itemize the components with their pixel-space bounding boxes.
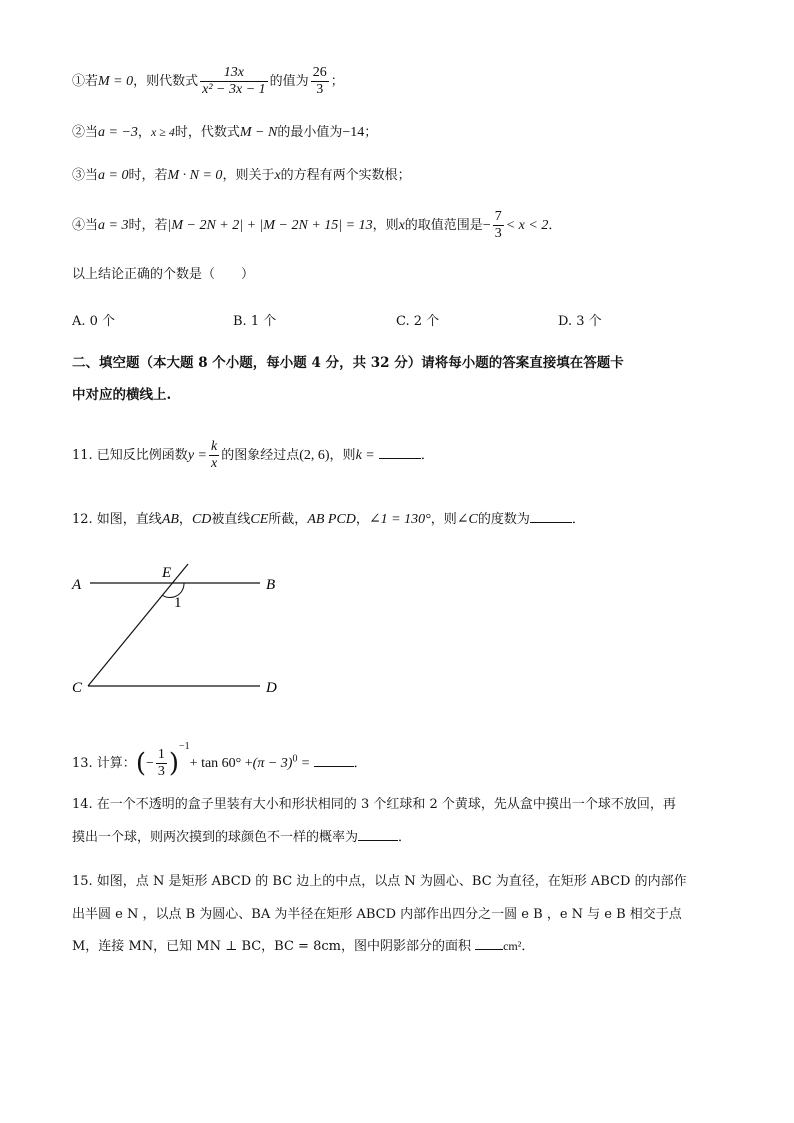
q10-statement-3	[72, 166, 411, 186]
math-expression: k =	[355, 448, 375, 463]
parallel-lines-figure	[60, 555, 300, 700]
question-text: 11. 已知反比例函数	[72, 448, 188, 463]
math-variable: CD	[191, 512, 212, 527]
label-a: A	[72, 577, 82, 593]
answer-blank[interactable]	[530, 510, 572, 523]
question-text: 13. 计算：	[72, 756, 136, 771]
question-text: ．	[571, 512, 585, 527]
math-expression: M − N	[239, 125, 278, 140]
question-text: 的度数为	[477, 512, 530, 527]
right-paren: )	[168, 748, 180, 779]
statement-text: ．	[548, 218, 562, 233]
question-14-line-1: 14. 在一个不透明的盒子里装有大小和形状相同的 3 个红球和 2 个黄球，先从盒中摸出一个球不放回，再	[72, 797, 676, 812]
question-14-line-2	[72, 828, 411, 848]
question-text: ．	[420, 448, 434, 463]
question-text: ．	[521, 939, 535, 954]
fraction	[156, 747, 167, 780]
label-e: E	[162, 565, 172, 581]
fraction-numerator: 13x	[200, 65, 268, 82]
statement-marker: ④当	[72, 218, 99, 233]
statement-marker: ③当	[72, 168, 99, 183]
fraction-denominator: x² − 3x − 1	[202, 82, 266, 97]
question-text: 被直线	[211, 512, 251, 527]
math-sign: −	[145, 756, 154, 771]
question-text: M，连接 MN，已知 MN ⊥ BC，BC = 8cm，图中阴影部分的面积	[72, 939, 471, 954]
exponent: −1	[179, 741, 190, 752]
q10-question: 以上结论正确的个数是（ ）	[72, 267, 255, 282]
fraction	[200, 65, 268, 98]
fraction	[493, 209, 504, 242]
math-point: (2, 6)	[299, 448, 330, 463]
statement-text: ，则	[372, 218, 399, 233]
exponent: 0	[292, 753, 298, 765]
question-text: 摸出一个球，则两次摸到的球颜色不一样的概率为	[72, 830, 359, 845]
statement-marker: ②当	[72, 125, 99, 140]
math-condition: a = 0	[98, 168, 129, 183]
statement-text: 时，代数式	[174, 125, 240, 140]
option-a: A. 0 个	[72, 314, 116, 329]
math-sign: =	[301, 756, 310, 771]
math-expression: (π − 3)	[252, 756, 293, 771]
q10-statement-2	[72, 122, 377, 143]
math-expression: + tan 60° +	[189, 756, 253, 771]
math-expression: AB PCD	[307, 512, 356, 527]
label-c: C	[72, 680, 83, 696]
label-d: D	[266, 680, 277, 696]
question-text: 所截，	[268, 512, 308, 527]
label-b: B	[266, 577, 276, 593]
math-expression: |M − 2N + 2| + |M − 2N + 15| = 13	[167, 218, 373, 233]
math-expression: ∠1 = 130°	[368, 512, 431, 527]
unit-text: cm²	[503, 939, 522, 953]
math-condition: a = −3	[98, 125, 138, 140]
math-value: −14	[342, 125, 365, 140]
math-condition: M = 0	[98, 74, 134, 89]
statement-text: 时，若	[128, 218, 168, 233]
math-condition: a = 3	[98, 218, 129, 233]
fraction-denominator: x	[210, 456, 218, 471]
statement-text: 的取值范围是	[404, 218, 483, 233]
math-sign: −	[482, 218, 491, 233]
fraction-denominator: 3	[494, 226, 502, 241]
fraction-numerator: 1	[157, 747, 165, 762]
statement-text: ；	[330, 74, 344, 89]
statement-text: 的方程有两个实数根；	[280, 168, 411, 183]
statement-text: ，	[137, 125, 151, 140]
math-variable: AB	[161, 512, 179, 527]
statement-text: 的值为	[269, 74, 309, 89]
math-variable: x	[274, 168, 281, 183]
math-condition: x ≥ 4	[150, 125, 175, 139]
question-15-line-1: 15. 如图，点 N 是矩形 ABCD 的 BC 边上的中点，以点 N 为圆心、BC 为直径，在矩形 ABCD 的内部作	[72, 874, 687, 889]
fraction-numerator: 26	[312, 65, 327, 80]
fraction	[209, 439, 219, 472]
math-expression: y =	[187, 448, 207, 463]
question-text: ．	[398, 830, 412, 845]
answer-blank[interactable]	[475, 937, 503, 950]
fraction-denominator: 3	[316, 82, 324, 97]
statement-text: ，则代数式	[133, 74, 199, 89]
question-text: 12. 如图，直线	[72, 512, 162, 527]
fraction-numerator: 7	[494, 209, 502, 224]
answer-blank[interactable]	[358, 828, 398, 841]
question-15-line-2: 出半圆 e N ，以点 B 为圆心、BA 为半径在矩形 ABCD 内部作出四分之一圆 e B ，e N 与 e B 相交于点	[72, 907, 682, 922]
question-13	[72, 722, 367, 779]
section-heading-line-1: 二、填空题（本大题 8 个小题，每小题 4 分，共 32 分）请将每小题的答案直接填在答题卡	[72, 355, 624, 371]
fraction	[311, 65, 329, 98]
statement-text: 的最小值为	[277, 125, 343, 140]
math-variable: CE	[250, 512, 269, 527]
left-paren: (	[135, 748, 146, 779]
math-expression: ∠C	[456, 512, 478, 527]
line-ce	[88, 564, 188, 686]
q10-statement-4	[72, 206, 561, 246]
question-12	[72, 510, 585, 530]
option-c: C. 2 个	[396, 314, 440, 329]
statement-marker: ①若	[72, 74, 99, 89]
statement-text: 时，若	[128, 168, 168, 183]
label-angle-1: 1	[174, 595, 182, 611]
answer-blank[interactable]	[379, 446, 421, 459]
option-d: D. 3 个	[558, 314, 602, 329]
math-expression: < x < 2	[505, 218, 549, 233]
q10-statement-1	[72, 62, 344, 102]
statement-text: ，则关于	[222, 168, 275, 183]
question-text: 的图象经过点	[221, 448, 300, 463]
option-b: B. 1 个	[233, 314, 277, 329]
question-text: ，则	[430, 512, 457, 527]
question-text: ，	[355, 512, 369, 527]
section-heading-line-2: 中对应的横线上.	[72, 387, 172, 403]
question-11	[72, 436, 434, 476]
math-variable: x	[398, 218, 405, 233]
fraction-numerator: k	[210, 439, 218, 454]
fraction-denominator: 3	[157, 764, 165, 779]
statement-text: ；	[364, 125, 378, 140]
answer-blank[interactable]	[314, 754, 354, 767]
question-15-line-3	[72, 936, 534, 957]
question-text: ．	[353, 756, 367, 771]
math-expression: M · N = 0	[167, 168, 223, 183]
question-text: ，	[178, 512, 192, 527]
question-text: ，则	[329, 448, 356, 463]
